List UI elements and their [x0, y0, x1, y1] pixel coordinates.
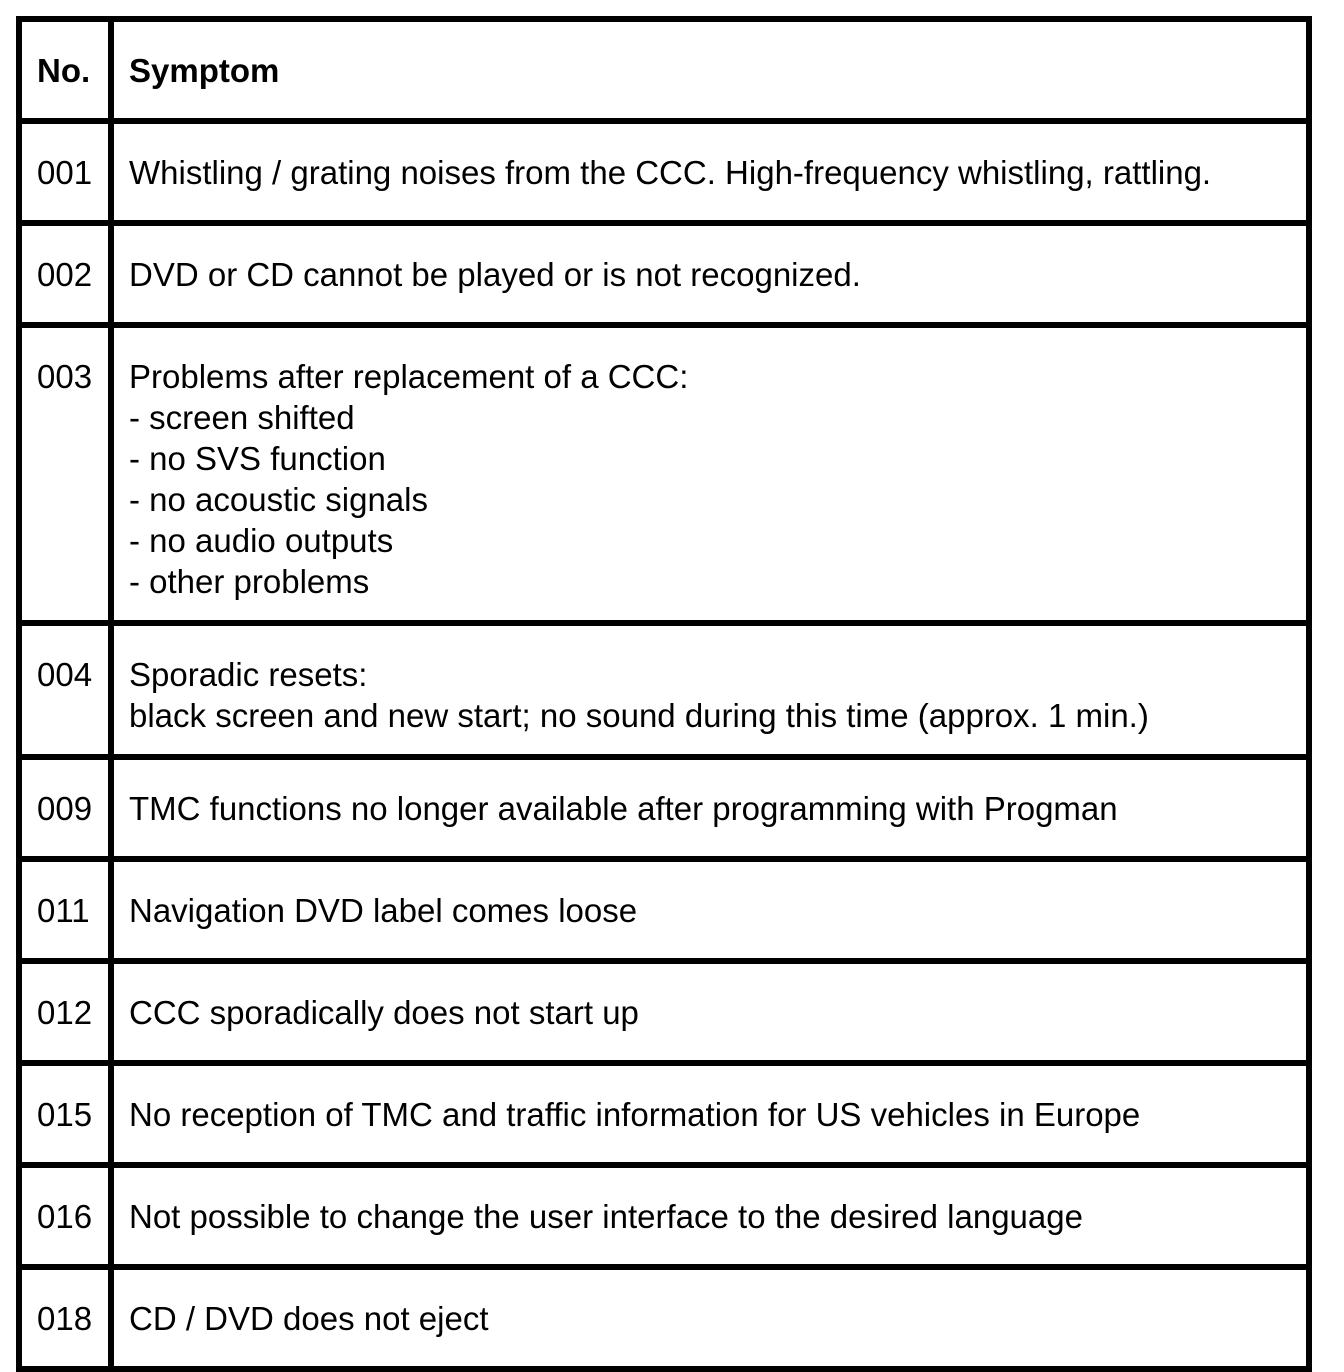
table-row [19, 757, 1309, 859]
symptom-line: - other problems [129, 563, 370, 600]
symptom-line: - no audio outputs [129, 522, 394, 559]
table-row [19, 859, 1309, 961]
symptom-line: - no acoustic signals [129, 481, 428, 518]
symptom-table [16, 16, 1312, 1372]
symptom-number: 011 [19, 859, 111, 961]
symptom-description [111, 623, 1309, 757]
symptom-line: Whistling / grating noises from the CCC. High-frequency whistling, rattling. [129, 153, 1212, 191]
table-row [19, 121, 1309, 223]
symptom-line: No reception of TMC and traffic information for US vehicles in Europe [129, 1095, 1141, 1133]
symptom-line: Problems after replacement of a CCC: [129, 358, 689, 395]
symptom-number: 018 [19, 1267, 111, 1369]
symptom-line: Not possible to change the user interface to the desired language [129, 1197, 1083, 1235]
table-row [19, 325, 1309, 623]
symptom-line: DVD or CD cannot be played or is not recognized. [129, 255, 861, 293]
table-row [19, 1063, 1309, 1165]
symptom-line: Sporadic resets: [129, 656, 368, 693]
table-header-row [19, 19, 1309, 121]
symptom-description [111, 757, 1309, 859]
symptom-line: TMC functions no longer available after programming with Progman [129, 789, 1118, 827]
symptom-description [111, 1063, 1309, 1165]
symptom-description [111, 1165, 1309, 1267]
symptom-line: Navigation DVD label comes loose [129, 891, 638, 929]
table-row [19, 961, 1309, 1063]
symptom-description [111, 859, 1309, 961]
symptom-line: - screen shifted [129, 399, 355, 436]
header-no: No. [19, 19, 111, 121]
symptom-line: black screen and new start; no sound during this time (approx. 1 min.) [129, 697, 1149, 734]
symptom-number: 004 [19, 623, 111, 757]
symptom-number: 016 [19, 1165, 111, 1267]
symptom-number: 012 [19, 961, 111, 1063]
symptom-number: 001 [19, 121, 111, 223]
symptom-description [111, 121, 1309, 223]
symptom-description [111, 961, 1309, 1063]
symptom-line: CD / DVD does not eject [129, 1299, 489, 1337]
symptom-description [111, 325, 1309, 623]
table-row [19, 1267, 1309, 1369]
table-row [19, 1165, 1309, 1267]
table-row [19, 223, 1309, 325]
table-body [19, 121, 1309, 1369]
symptom-number: 009 [19, 757, 111, 859]
symptom-description [111, 1267, 1309, 1369]
symptom-number: 002 [19, 223, 111, 325]
symptom-description [111, 223, 1309, 325]
symptom-number: 003 [19, 325, 111, 623]
symptom-line: CCC sporadically does not start up [129, 993, 639, 1031]
symptom-line: - no SVS function [129, 440, 386, 477]
header-symptom: Symptom [111, 19, 1309, 121]
symptom-number: 015 [19, 1063, 111, 1165]
table-row [19, 623, 1309, 757]
